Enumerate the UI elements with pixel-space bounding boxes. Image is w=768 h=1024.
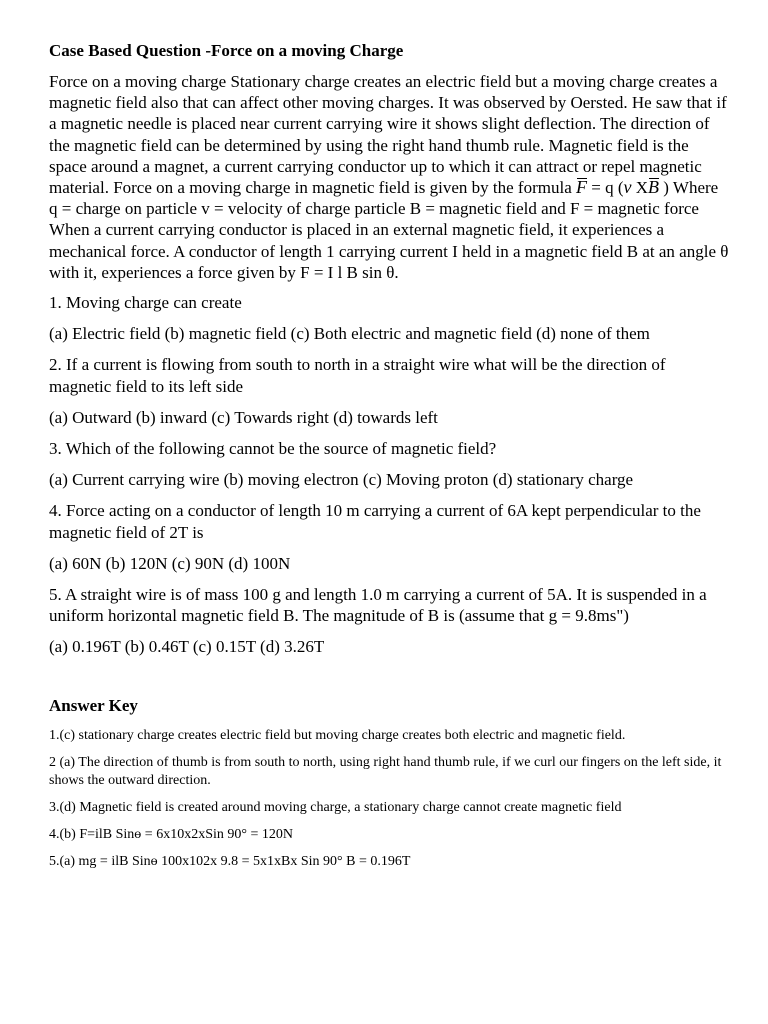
formula-cross: X — [631, 178, 649, 198]
question-2-options: (a) Outward (b) inward (c) Towards right (d) towards left — [49, 407, 438, 427]
question-1-options: (a) Electric field (b) magnetic field (c) Both electric and magnetic field (d) none of them — [49, 324, 650, 344]
formula-field-vector: B — [648, 177, 660, 198]
question-3-options: (a) Current carrying wire (b) moving electron (c) Moving proton (d) stationary charge — [49, 470, 634, 490]
question-5: 5. A straight wire is of mass 100 g and length 1.0 m carrying a current of 5A. It is suspended in a uniform horizontal magnetic field B. The magnitude of B is (assume that g = 9.8ms") — [49, 585, 707, 626]
question-1: 1. Moving charge can create — [49, 293, 242, 313]
answer-key-heading: Answer Key — [49, 695, 138, 715]
answer-3: 3.(d) Magnetic field is created around moving charge, a stationary charge cannot create magnetic field — [49, 799, 622, 815]
intro-text-continued: Where q = charge on particle v = velocity of charge particle B = magnetic field and F = magnetic force When a current carrying conductor is placed in an external magnetic field, it experiences a mechanical force. A conductor of length 1 carrying current I held in a magnetic field B at an angle θ with it, experiences a force given by F = I l B sin θ. — [49, 178, 729, 282]
formula-velocity: v — [623, 177, 632, 198]
page-title: Case Based Question -Force on a moving Charge — [49, 41, 404, 60]
intro-text: Force on a moving charge Stationary charge creates an electric field but a moving charge creates a magnetic field also that can affect other moving charges. It was observed by Oersted. He saw that if a magnetic needle is placed near current carrying wire it shows slight deflection. The direction of the magnetic field can be determined by using the right hand thumb rule. Magnetic field is the space around a magnet, a current carrying conductor up to which it can attract or repel magnetic material. Force on a moving charge in magnetic field is given by the formula — [49, 72, 727, 198]
formula-close: ) — [659, 178, 669, 198]
document-page — [49, 40, 729, 880]
answer-4: 4.(b) F=ilB Sinө = 6x10x2xSin 90° = 120N — [49, 826, 293, 842]
formula-force-vector: F — [576, 177, 587, 198]
question-2: 2. If a current is flowing from south to north in a straight wire what will be the direction of magnetic field to its left side — [49, 355, 666, 396]
question-3: 3. Which of the following cannot be the source of magnetic field? — [49, 439, 497, 459]
answer-5: 5.(a) mg = ilB Sinө 100x102x 9.8 = 5x1xBx Sin 90° B = 0.196T — [49, 853, 411, 869]
question-4-options: (a) 60N (b) 120N (c) 90N (d) 100N — [49, 553, 291, 573]
question-5-options: (a) 0.196T (b) 0.46T (c) 0.15T (d) 3.26T — [49, 637, 325, 657]
answer-1: 1.(c) stationary charge creates electric field but moving charge creates both electric and magnetic field. — [49, 727, 626, 743]
formula-equals: = q ( — [587, 178, 624, 198]
intro-paragraph — [49, 71, 729, 283]
answer-2: 2 (a) The direction of thumb is from south to north, using right hand thumb rule, if we curl our fingers on the left side, it shows the outward direction. — [49, 754, 722, 788]
question-4: 4. Force acting on a conductor of length 10 m carrying a current of 6A kept perpendicular to the magnetic field of 2T is — [49, 501, 701, 542]
